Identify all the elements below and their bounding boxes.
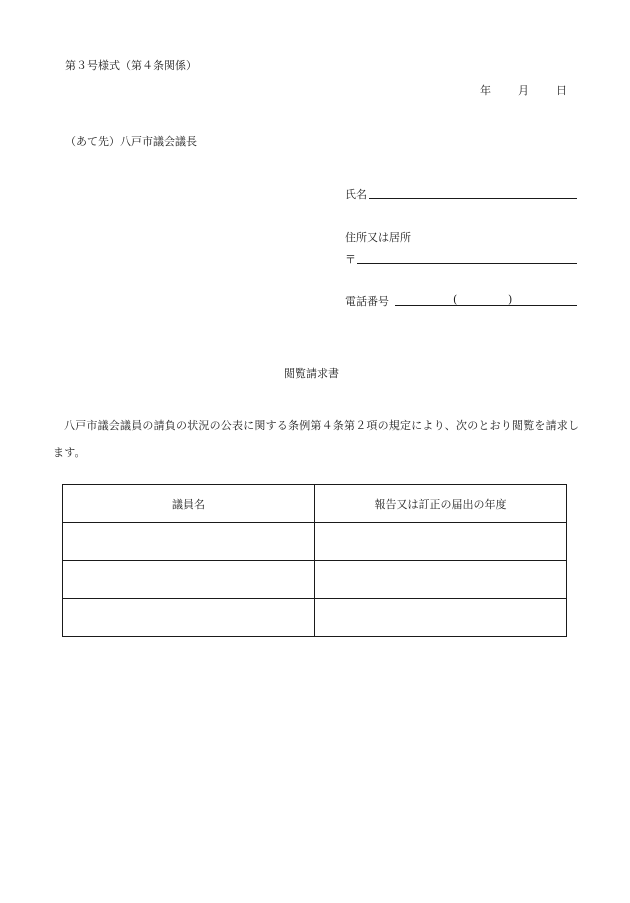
- member-name-cell[interactable]: [63, 523, 315, 561]
- address-field[interactable]: [345, 251, 577, 265]
- report-year-cell[interactable]: [315, 599, 567, 637]
- table-row: [63, 523, 567, 561]
- member-name-cell[interactable]: [63, 561, 315, 599]
- phone-underline: [395, 305, 577, 306]
- table-header-row: [63, 485, 567, 523]
- postal-mark: 〒: [345, 253, 356, 266]
- address-underline: [357, 263, 577, 264]
- table-row: [63, 599, 567, 637]
- form-number: 第３号様式（第４条関係）: [65, 59, 197, 72]
- name-underline: [369, 198, 577, 199]
- table-row: [63, 561, 567, 599]
- phone-open-paren: (: [453, 293, 458, 306]
- name-field[interactable]: [345, 186, 577, 200]
- phone-label: 電話番号: [345, 295, 389, 308]
- body-text: 八戸市議会議員の請負の状況の公表に関する条例第４条第２項の規定により、次のとおり閲覧を請求します。: [53, 419, 580, 459]
- document-title: 閲覧請求書: [284, 367, 339, 380]
- report-year-cell[interactable]: [315, 523, 567, 561]
- addressee: （あて先）八戸市議会議長: [65, 135, 197, 148]
- date-day-label: 日: [556, 84, 567, 97]
- request-table: [62, 484, 567, 637]
- address-label: 住所又は居所: [345, 231, 411, 244]
- name-label: 氏名: [345, 188, 367, 201]
- report-year-cell[interactable]: [315, 561, 567, 599]
- date-year-label: 年: [480, 84, 491, 97]
- header-member-name: 議員名: [63, 485, 315, 523]
- address-label-row: [345, 229, 577, 243]
- phone-close-paren: ): [508, 293, 513, 306]
- date-month-label: 月: [518, 84, 529, 97]
- member-name-cell[interactable]: [63, 599, 315, 637]
- header-report-year: 報告又は訂正の届出の年度: [315, 485, 567, 523]
- phone-field[interactable]: [345, 293, 577, 307]
